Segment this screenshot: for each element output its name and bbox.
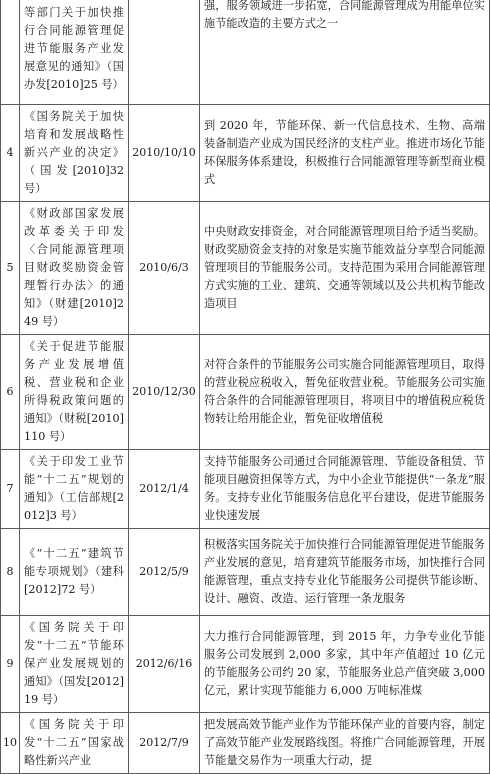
table-row (1, 105, 490, 202)
policy-content: 支持节能服务公司通过合同能源管理、节能设备租赁、节能项目融资担保等方式，为中小企业节能提供“一条龙”服务。支持专业化节能服务信息化平台建设，促进节能服务业快速发展 (200, 450, 490, 529)
row-number: 9 (1, 616, 20, 713)
policy-content: 大力推行合同能源管理，到 2015 年，力争专业化节能服务公司发展到 2,000 多家，其中年产值超过 10 亿元的节能服务公司约 20 家，节能服务业总产值突破 3,000 亿元，累计实现节能能力 6,000 万吨标准煤 (200, 616, 490, 713)
issue-date: 2010/12/30 (129, 335, 200, 450)
row-number: 10 (1, 713, 20, 774)
document-name: 《国务院关于加快培育和发展战略性新兴产业的决定》（国发[2010]32 号） (20, 105, 129, 202)
policy-content: 积极落实国务院关于加快推行合同能源管理促进节能服务产业发展的意见，培育建筑节能服务市场，加快推行合同能源管理，重点支持专业化节能服务公司提供节能诊断、设计、融资、改造、运行管理一条龙服务 (200, 529, 490, 616)
issue-date: 2010/10/10 (129, 105, 200, 202)
issue-date: 2012/5/9 (129, 529, 200, 616)
policy-content: 中央财政安排资金，对合同能源管理项目给予适当奖励。财政奖励资金支持的对象是实施节能效益分享型合同能源管理项目的节能服务公司。支持范围为采用合同能源管理方式实施的工业、建筑、交通等领域以及公共机构节能改造项目 (200, 202, 490, 335)
policy-content: 对符合条件的节能服务公司实施合同能源管理项目，取得的营业税应税收入，暂免征收营业税。节能服务公司实施符合条件的合同能源管理项目，将项目中的增值税应税货物转让给用能企业，暂免征收增值税 (200, 335, 490, 450)
document-name: 等部门关于加快推行合同能源管理促进节能服务产业发展意见的通知》（国办发[2010]25 号） (20, 0, 129, 105)
table-row (1, 202, 490, 335)
document-name: 《财政部国家发展改革委关于印发〈合同能源管理项目财政奖励资金管理暂行办法〉的通知》（财建[2010]249 号） (20, 202, 129, 335)
issue-date: 2010/6/3 (129, 202, 200, 335)
row-number: 7 (1, 450, 20, 529)
table-row (1, 529, 490, 616)
issue-date: 2012/6/16 (129, 616, 200, 713)
document-name: 《国务院关于印发“十二五”节能环保产业发展规划的通知》（国发[2012]19 号） (20, 616, 129, 713)
document-name: 《国务院关于印发“十二五”国家战略性新兴产业 (20, 713, 129, 774)
row-number: 8 (1, 529, 20, 616)
policy-content: 把发展高效节能产业作为节能环保产业的首要内容，制定了高效节能产业发展路线图。将推广合同能源管理，开展节能量交易作为一项重大行动，提 (200, 713, 490, 774)
document-name: 《关于印发工业节能“十二五”规划的通知》（工信部规[2012]3 号） (20, 450, 129, 529)
row-number (1, 0, 20, 105)
document-name: 《关于促进节能服务产业发展增值税、营业税和企业所得税政策问题的通知》（财税[2010]110 号） (20, 335, 129, 450)
policy-content: 到 2020 年，节能环保、新一代信息技术、生物、高端装备制造产业成为国民经济的支柱产业。推进市场化节能环保服务体系建设，积极推行合同能源管理等新型商业模式 (200, 105, 490, 202)
table-row (1, 335, 490, 450)
row-number: 5 (1, 202, 20, 335)
issue-date: 2012/7/9 (129, 713, 200, 774)
policy-content: 强，服务领域进一步拓宽，合同能源管理成为用能单位实施节能改造的主要方式之一 (200, 0, 490, 105)
document-name: 《“十二五”建筑节能专项规划》（建科[2012]72 号） (20, 529, 129, 616)
issue-date (129, 0, 200, 105)
table-row (1, 450, 490, 529)
table-row (1, 616, 490, 713)
row-number: 6 (1, 335, 20, 450)
table-row (1, 713, 490, 774)
issue-date: 2012/1/4 (129, 450, 200, 529)
table-row (1, 0, 490, 105)
row-number: 4 (1, 105, 20, 202)
